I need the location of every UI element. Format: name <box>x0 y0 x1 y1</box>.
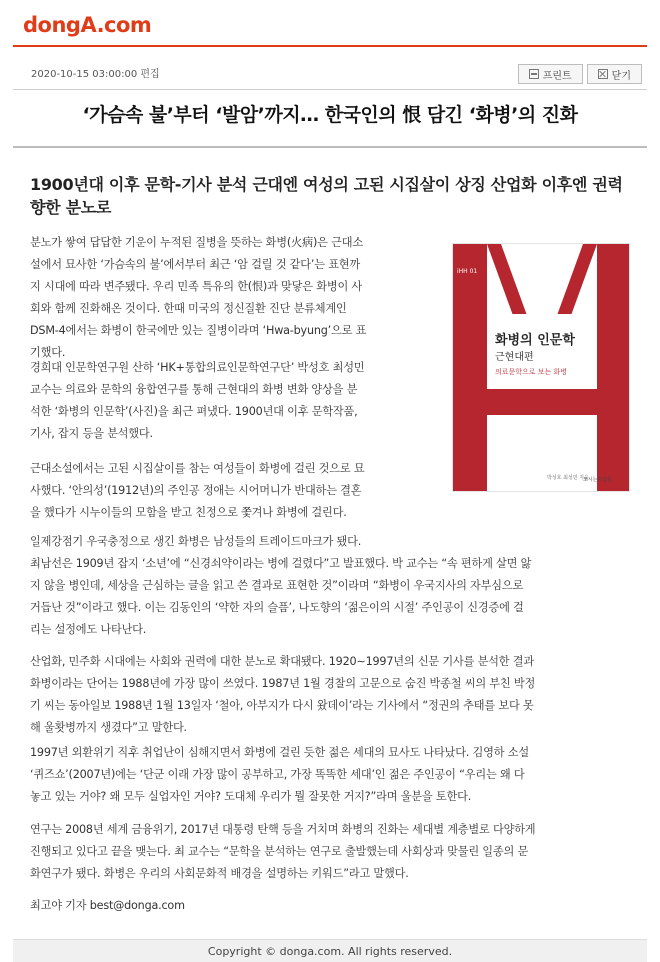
text-line: 분노가 쌓여 답답한 기운이 누적된 질병을 뜻하는 화병(火病)은 근대소 <box>30 236 363 249</box>
site-logo[interactable]: dongA.com <box>23 13 152 37</box>
text-line: 설에서 묘사한 ‘가슴속의 불’에서부터 최근 ‘암 걸릴 것 같다’는 표현까 <box>30 258 361 271</box>
text-line: 해 울홧병까지 생겼다”고 말한다. <box>30 721 187 734</box>
text-line: 놓고 있는 거야? 왜 모두 실업자인 거야? 도대체 우리가 뭘 잘못한 거지?”라며 울분을 토한다. <box>30 790 472 803</box>
book-series-tag: iHH 01 <box>457 268 478 275</box>
close-button[interactable] <box>587 64 642 84</box>
text-line: 석한 ‘화병의 인문학’(사진)을 최근 펴냈다. 1900년대 이후 문학작품, <box>30 405 358 418</box>
paragraph-2 <box>30 357 364 445</box>
title-top-divider <box>13 89 647 90</box>
text-line: ‘퀴즈쇼’(2007년)에는 ‘단군 이래 가장 많이 공부하고, 가장 똑똑한 세대’인 젊은 주인공이 “우리는 왜 다 <box>30 768 525 781</box>
reporter-byline <box>30 895 185 917</box>
text-line: 산업화, 민주화 시대에는 사회와 권력에 대한 분노로 확대됐다. 1920∼1997년의 신문 기사를 분석한 결과 <box>30 655 534 668</box>
paragraph-6 <box>30 742 529 808</box>
text-line: 회와 함께 진화해온 것이다. 한때 미국의 정신질환 진단 분류체계인 <box>30 302 347 315</box>
text-line: 1997년 외환위기 직후 취업난이 심해지면서 화병에 걸린 듯한 젊은 세대의 묘사도 나타났다. 김영하 소설 <box>30 746 529 759</box>
text-line: 거듭난 것”이라고 했다. 이는 김동인의 ‘약한 자의 슬픔’, 나도향의 ‘젊은이의 시절’ 주인공이 신경증에 걸 <box>30 601 524 614</box>
paragraph-4 <box>30 531 531 641</box>
paragraph-7 <box>30 819 535 885</box>
title-divider <box>13 146 647 148</box>
text-line: 리는 설정에도 나타난다. <box>30 623 147 636</box>
book-authors: 박성호 최성민 지음 <box>547 475 589 481</box>
text-line: 교수는 의료와 문학의 융합연구를 통해 근현대의 화병 변화 양상을 분 <box>30 383 358 396</box>
text-line: 연구는 2008년 세계 금융위기, 2017년 대통령 탄핵 등을 거치며 화병의 진화는 세대별 계층별로 다양하게 <box>30 823 536 836</box>
text-line: 일제강점기 우국충정으로 생긴 화병은 남성들의 트레이드마크가 됐다. <box>30 535 362 548</box>
site-header <box>0 0 660 48</box>
book-tagline: 의료문학으로 보는 화병 <box>495 368 568 376</box>
paragraph-1 <box>30 232 366 364</box>
text-line: 기 씨는 동아일보 1988년 1월 13일자 ‘철아, 아부지가 다시 왔데이’라는 기사에서 “정권의 추태를 보다 못 <box>30 699 534 712</box>
book-cover-image <box>452 243 630 492</box>
book-title: 화병의 인문학 <box>493 329 577 348</box>
book-publisher: 모시는사람들 <box>583 477 612 483</box>
text-line: 화병이라는 단어는 1988년에 가장 많이 쓰였다. 1987년 1월 경찰의 고문으로 숨진 박종철 씨의 부친 박정 <box>30 677 536 690</box>
paragraph-5 <box>30 651 535 739</box>
article-toolbar <box>518 64 642 84</box>
article-subhead: 1900년대 이후 문학-기사 분석 근대엔 여성의 고된 시집살이 상징 산업화 이후엔 권력 향한 분노로 <box>30 175 623 217</box>
print-label: 프린트 <box>542 70 572 82</box>
text-line: 기했다. <box>30 346 66 359</box>
text-line: 을 했다가 시누이들의 모함을 받고 친정으로 쫓겨나 화병에 걸린다. <box>30 506 347 519</box>
copyright-footer: Copyright © donga.com. All rights reserved. <box>13 939 647 962</box>
print-button[interactable] <box>518 64 583 84</box>
text-line: 지 시대에 따라 변주됐다. 우리 민족 특유의 한(恨)과 맞닿은 화병이 사 <box>30 280 363 293</box>
close-icon <box>598 69 608 79</box>
text-line: 화연구가 됐다. 화병은 우리의 사회문화적 배경을 설명하는 키워드”라고 말했다. <box>30 867 409 880</box>
text-line: 최남선은 1909년 잡지 ‘소년’에 “신경쇠약이라는 병에 걸렸다”고 발표했다. 박 교수는 “속 편하게 살면 앓 <box>30 557 532 570</box>
text-line: 지 않을 병인데, 세상을 근심하는 글을 읽고 쓴 결과로 표현한 것”이라며 “화병이 우국지사의 자부심으로 <box>30 579 524 592</box>
text-line: 진행되고 있다고 끝을 맺는다. 최 교수는 “문학을 분석하는 연구로 출발했는데 사회상과 맞물린 일종의 문 <box>30 845 529 858</box>
close-label: 닫기 <box>611 70 631 82</box>
book-subtitle: 근현대편 <box>493 348 536 363</box>
text-line: 기사, 잡지 등을 분석했다. <box>30 427 153 440</box>
paragraph-3 <box>30 458 364 524</box>
text-line: 경희대 인문학연구원 산하 ‘HK+통합의료인문학연구단’ 박성호 최성민 <box>30 361 365 374</box>
print-icon <box>529 69 539 79</box>
text-line: 근대소설에서는 고된 시집살이를 참는 여성들이 화병에 걸린 것으로 묘 <box>30 462 365 475</box>
article-datetime: 2020-10-15 03:00:00 편집 <box>31 69 160 80</box>
article-headline: ‘가슴속 불’부터 ‘발암’까지… 한국인의 恨 담긴 ‘화병’의 진화 <box>82 104 578 126</box>
byline-text: 최고야 기자 best@donga.com <box>30 899 185 912</box>
text-line: 사했다. ‘안의성’(1912년)의 주인공 정애는 시어머니가 반대하는 결혼 <box>30 484 362 497</box>
header-divider <box>13 45 647 47</box>
text-line: DSM-4에서는 화병이 한국에만 있는 질병이라며 ‘Hwa-byung’으로 표 <box>30 324 367 337</box>
